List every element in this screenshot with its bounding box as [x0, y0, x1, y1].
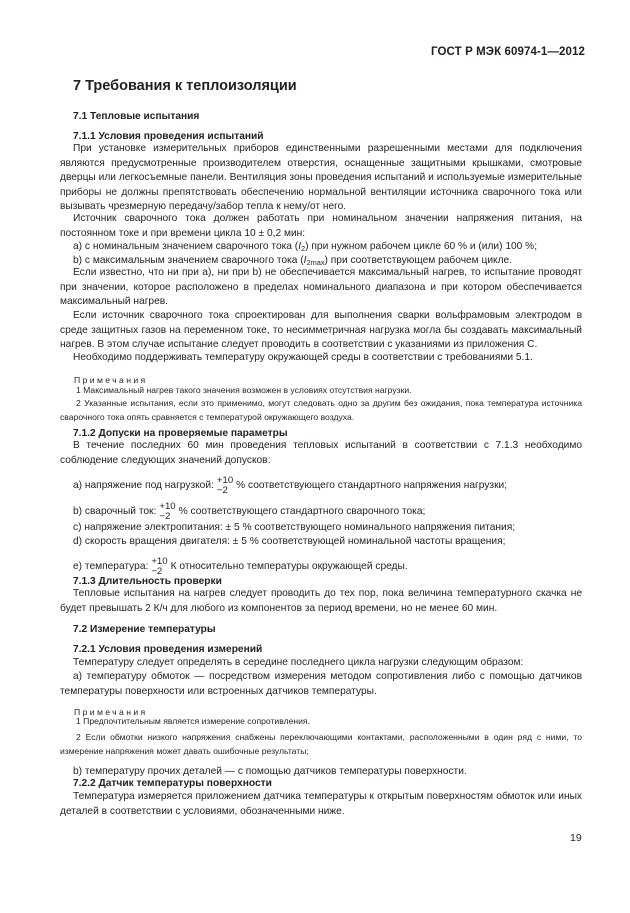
paragraph-measurement-instruments: При установке измерительных приборов единственными разрешенными местами для подключения являются предусмотренные производителем отверстия, оснащенные защитными крышками, смотровые дверцы или легкосъемные панели. Вентиляция зоны проведения испытаний и используемые измерительные приборы не должны препятствовать обеспечению нормальной вентиляции источника сварочного тока или вызывать чрезмерную передачу/забор тепла к нему/от него. [60, 143, 582, 212]
section-7-1-1-title: 7.1.1 Условия проведения испытаний [73, 131, 264, 142]
paragraph-test-duration: Тепловые испытания на нагрев следует проводить до тех пор, пока величина температурного скачка не будет превышать 2 К/ч для любого из компонентов за период времени, но не менее 60 мин. [60, 588, 582, 614]
document-header: ГОСТ Р МЭК 60974-1—2012 [431, 46, 585, 58]
section-7-2-1-title: 7.2.1 Условия проведения измерений [73, 644, 263, 655]
section-7-1-title: 7.1 Тепловые испытания [73, 111, 200, 122]
tolerance-c-supply: с) напряжение электропитания: ± 5 % соответствующего номинального напряжения питания; [73, 522, 516, 533]
section-7-2-2-title: 7.2.2 Датчик температуры поверхности [73, 778, 272, 789]
note-1-2: 2 Указанные испытания, если это применимо, могут следовать одно за другим без ожидания, пока температура источника сварочного тока опять сравняется с температурой окружающего воздуха. [60, 398, 582, 422]
list-item-b-other-parts: b) температуру прочих деталей — с помощью датчиков температуры поверхности. [73, 766, 467, 777]
paragraph-tolerances-intro: В течение последних 60 мин проведения тепловых испытаний в соответствии с 7.1.3 необходимо соблюдение следующих значений допусков: [60, 440, 582, 466]
tolerance-b-current: b) сварочный ток: +10 −2 % соответствующего стандартного сварочного тока; [73, 501, 426, 522]
tolerance-fraction: +10 −2 [159, 501, 176, 522]
paragraph-temperature-determination: Температуру следует определять в середине последнего цикла нагрузки следующим образом: [73, 657, 524, 668]
list-item-a-windings: а) температуру обмоток — посредством измерения методом сопротивления либо с помощью датчиков температуры поверхности или встроенных датчиков температуры. [60, 671, 582, 697]
notes-heading-1: Примечания [74, 375, 148, 385]
note-2-1: 1 Предпочтительным является измерение сопротивления. [76, 716, 310, 726]
section-7-1-3-title: 7.1.3 Длительность проверки [73, 576, 222, 587]
tolerance-d-motor: d) скорость вращения двигателя: ± 5 % соответствующей номинальной частоты вращения; [73, 536, 506, 547]
section-7-1-2-title: 7.1.2 Допуски на проверяемые параметры [73, 428, 288, 439]
tolerance-fraction: +10 −2 [151, 556, 168, 577]
notes-heading-2: Примечания [74, 707, 148, 717]
note-1-1: 1 Максимальный нагрев такого значения возможен в условиях отсутствия нагрузки. [76, 385, 412, 395]
note-2-2: 2 Если обмотки низкого напряжения снабжены переключающими контактами, расположенными в один ряд с ними, то измерение напряжения может давать ошибочные результаты; [60, 732, 582, 756]
page-number: 19 [570, 832, 582, 844]
list-item-b-max-current: b) с максимальным значением сварочного тока $(I_{2max})$ при соответствующем рабочем цикле. [73, 255, 513, 267]
tolerance-a-voltage: а) напряжение под нагрузкой: +10 −2 % соответствующего стандартного напряжения нагрузки; [73, 475, 508, 496]
paragraph-source-operation: Источник сварочного тока должен работать при номинальном значении напряжения питания, на постоянном токе и при времени цикла 10 ± 0,2 мин: [60, 213, 582, 239]
list-item-a-nominal-current: а) с номинальным значением сварочного тока $(I_2)$ при нужном рабочем цикле 60 % и (или) 100 %; [73, 241, 538, 253]
paragraph-max-heating: Если известно, что ни при а), ни при b) не обеспечивается максимальный нагрев, то испытание проводят при значении, которое расположено в пределах номинального диапазона и при котором обеспечивается максимальный нагрев. [60, 267, 582, 307]
tolerance-e-temperature: е) температура: +10 −2 К относительно температуры окружающей среды. [73, 556, 408, 577]
paragraph-surface-sensor: Температура измеряется приложением датчика температуры к открытым поверхностям обмоток или иных деталей в соответствии с условиями, обозначенными ниже. [60, 791, 582, 817]
tolerance-fraction: +10 −2 [216, 475, 234, 496]
section-7-title: 7 Требования к теплоизоляции [73, 78, 297, 94]
paragraph-ambient: Необходимо поддерживать температуру окружающей среды в соответствии с требованиями 5.1. [73, 352, 533, 363]
paragraph-tig-ac: Если источник сварочного тока спроектирован для выполнения сварки вольфрамовым электродом в среде защитных газов на переменном токе, то несимметричная нагрузка могла бы создавать максимальный нагрев. В этом случае испытание следует проводить в соответствии с указаниями из приложения С. [60, 310, 582, 350]
section-7-2-title: 7.2 Измерение температуры [73, 624, 216, 635]
